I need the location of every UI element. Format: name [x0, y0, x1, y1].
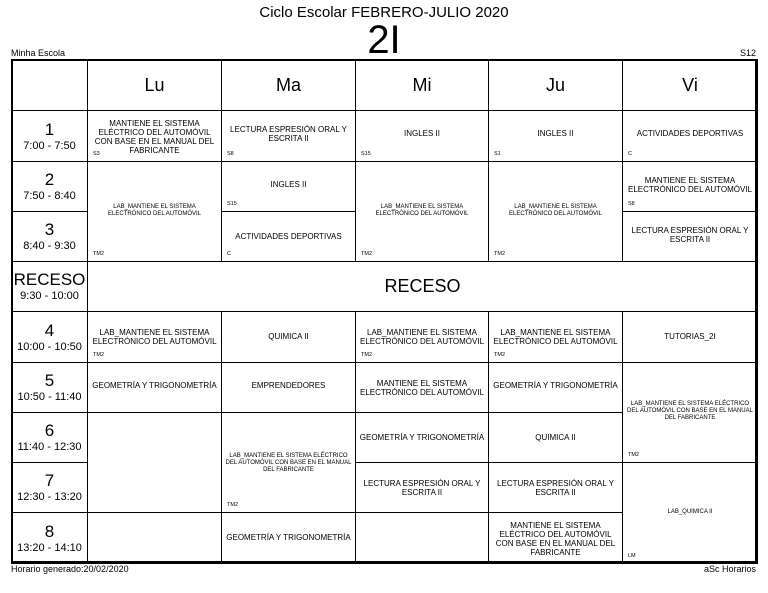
lesson-subject: LECTURA ESPRESIÓN ORAL Y ESCRITA II: [230, 125, 347, 143]
day-header-ma: Ma: [221, 59, 356, 111]
lesson-room: TM2: [93, 251, 104, 257]
lesson-room: LM: [628, 553, 636, 559]
period-time: 10:00 - 10:50: [17, 340, 82, 353]
period-number: 8: [44, 521, 55, 541]
lesson-room: S8: [227, 151, 234, 157]
lesson-subject: GEOMETRÍA Y TRIGONOMETRÍA: [226, 533, 351, 542]
lesson-subject: LAB_MANTIENE EL SISTEMA ELECTRÓNICO DEL AUTOMÓVIL: [359, 328, 485, 346]
lesson-subject: LECTURA ESPRESIÓN ORAL Y ESCRITA II: [363, 479, 481, 497]
lesson-subject: ACTIVIDADES DEPORTIVAS: [235, 232, 342, 241]
lesson-subject: TUTORIAS_2I: [664, 332, 716, 341]
lesson-subject: INGLES II: [537, 129, 574, 138]
lesson-subject: QUIMICA II: [535, 433, 576, 442]
period-time: 11:40 - 12:30: [17, 441, 82, 453]
lesson-subject: QUIMICA II: [268, 332, 309, 341]
lesson-subject: LAB_MANTIENE EL SISTEMA ELÉCTRICO DEL AUTOMÓVIL CON BASE EN EL MANUAL DEL FABRICANTE: [225, 453, 352, 473]
lesson-subject: LECTURA ESPRESIÓN ORAL Y ESCRITA II: [631, 226, 749, 244]
lesson-room: TM2: [361, 251, 372, 257]
lesson-room: TM2: [361, 352, 372, 358]
lesson-subject: MANTIENE EL SISTEMA ELÉCTRICO DEL AUTOMÓVIL CON BASE EN EL MANUAL DEL FABRICANTE: [94, 119, 215, 155]
lesson-room: TM2: [494, 251, 505, 257]
class-name: 2I: [367, 18, 401, 62]
period-time: 10:50 - 11:40: [17, 391, 82, 403]
brand-footer: aSc Horarios: [703, 564, 756, 574]
lesson-room: S8: [628, 201, 635, 207]
period-number: 7: [44, 471, 55, 490]
lesson-subject: GEOMETRÍA Y TRIGONOMETRÍA: [92, 381, 217, 390]
day-header-vi: Vi: [622, 59, 758, 111]
period-number: 6: [44, 421, 55, 440]
lesson-room: S1: [494, 151, 501, 157]
lesson-subject: MANTIENE EL SISTEMA ELECTRÓNICO DEL AUTOMÓVIL: [359, 379, 485, 397]
period-time: 13:20 - 14:10: [17, 541, 82, 554]
lesson-subject: INGLES II: [403, 129, 440, 138]
header-code: S12: [739, 48, 756, 58]
lesson-subject: LAB_MANTIENE EL SISTEMA ELECTRÓNICO DEL AUTOMÓVIL: [508, 204, 603, 217]
period-number: RECESO: [13, 270, 86, 289]
lesson-subject: INGLES II: [270, 180, 307, 189]
lesson-subject: GEOMETRÍA Y TRIGONOMETRÍA: [359, 433, 485, 442]
lesson-subject: LAB_MANTIENE EL SISTEMA ELECTRÓNICO DEL AUTOMÓVIL: [107, 204, 202, 217]
lesson-subject: MANTIENE EL SISTEMA ELECTRÓNICO DEL AUTOMÓVIL: [627, 176, 753, 194]
lesson-subject: LECTURA ESPRESIÓN ORAL Y ESCRITA II: [497, 479, 614, 497]
lesson-room: C: [628, 151, 632, 157]
period-number: 2: [44, 170, 55, 189]
lesson-room: S3: [93, 151, 100, 157]
lesson-room: S15: [361, 151, 371, 157]
lesson-room: C: [227, 251, 231, 257]
lesson-room: TM2: [628, 452, 639, 458]
lesson-subject: LAB_MANTIENE EL SISTEMA ELÉCTRICO DEL AUTOMÓVIL CON BASE EN EL MANUAL DEL FABRICANTE: [627, 401, 753, 421]
lesson-subject: ACTIVIDADES DEPORTIVAS: [636, 129, 744, 138]
lesson-room: TM2: [93, 352, 104, 358]
lesson-subject: LAB_MANTIENE EL SISTEMA ELECTRÓNICO DEL AUTOMÓVIL: [92, 328, 217, 346]
school-name: Minha Escola: [11, 48, 66, 58]
lesson-subject: LAB_MANTIENE EL SISTEMA ELECTRÓNICO DEL AUTOMÓVIL: [375, 204, 469, 217]
lesson-room: S15: [227, 201, 237, 207]
lesson-room: TM2: [494, 352, 505, 358]
table-frame: [11, 59, 757, 563]
day-header-lu: Lu: [87, 59, 222, 111]
lesson-subject: MANTIENE EL SISTEMA ELÉCTRICO DEL AUTOMÓVIL CON BASE EN EL MANUAL DEL FABRICANTE: [495, 521, 616, 557]
schedule-title: Ciclo Escolar FEBRERO-JULIO 2020: [259, 4, 509, 21]
recess-band: RECESO: [87, 261, 758, 312]
lesson-room: TM2: [227, 502, 238, 508]
period-number: 4: [44, 320, 55, 340]
period-number: 3: [44, 220, 55, 239]
lesson-subject: GEOMETRÍA Y TRIGONOMETRÍA: [493, 381, 618, 390]
period-time: 7:00 - 7:50: [23, 139, 76, 152]
lesson-subject: LAB_MANTIENE EL SISTEMA ELECTRÓNICO DEL AUTOMÓVIL: [493, 328, 618, 346]
lesson-subject: EMPRENDEDORES: [251, 381, 326, 390]
period-time: 9:30 - 10:00: [20, 290, 79, 302]
period-time: 8:40 - 9:30: [23, 240, 76, 252]
generated-date: Horario generado:20/02/2020: [11, 564, 129, 574]
day-header-ju: Ju: [488, 59, 623, 111]
period-number: 1: [44, 119, 55, 139]
day-header-mi: Mi: [355, 59, 489, 111]
lesson-subject: LAB_QUIMICA II: [667, 509, 713, 515]
period-time: 12:30 - 13:20: [17, 491, 82, 503]
period-number: 5: [44, 371, 55, 390]
period-time: 7:50 - 8:40: [23, 190, 76, 202]
